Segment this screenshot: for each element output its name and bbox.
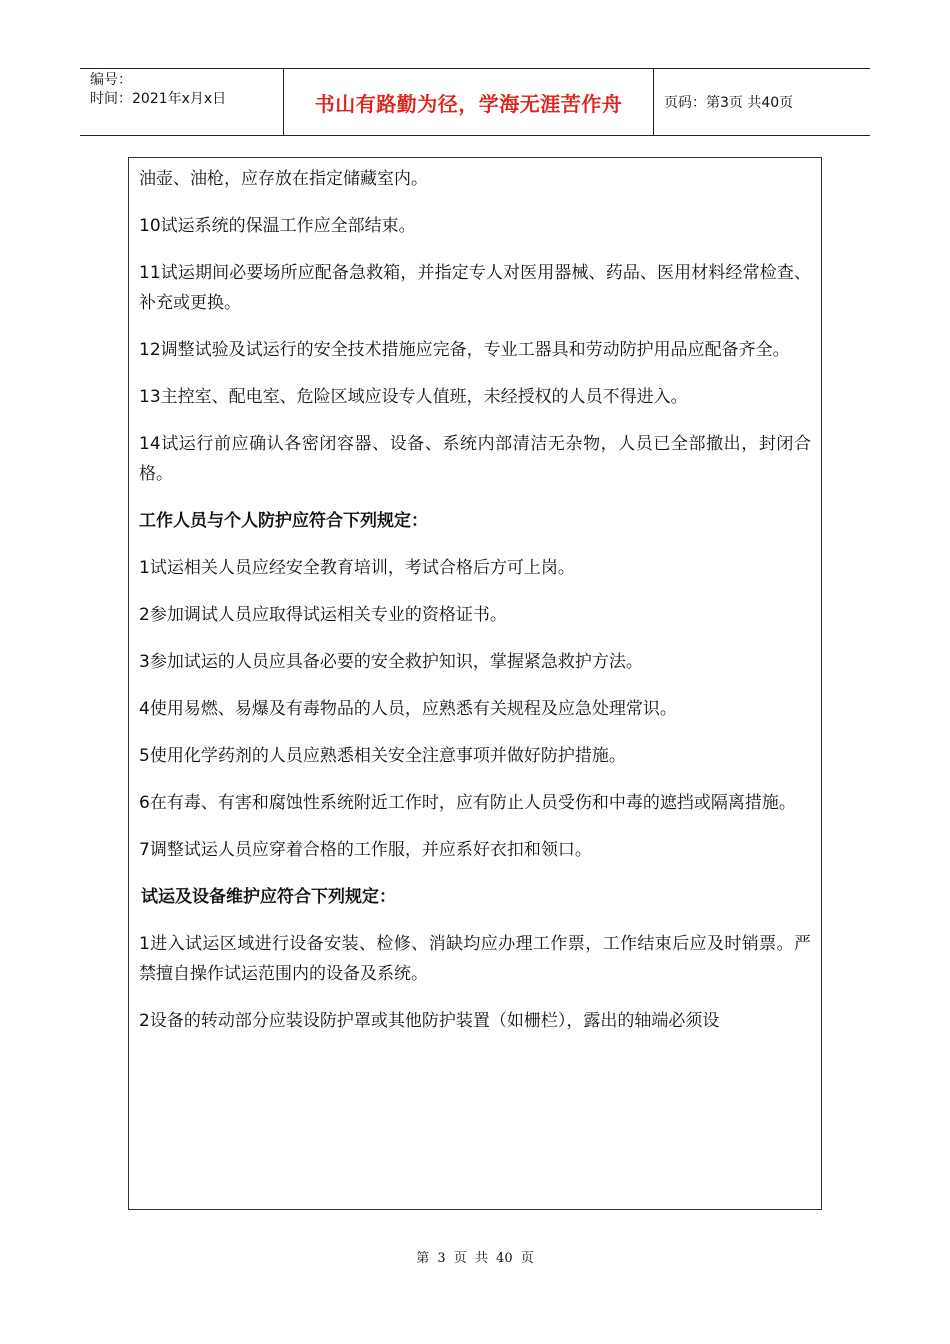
section-heading: 工作人员与个人防护应符合下列规定：	[139, 511, 428, 531]
section-heading: 试运及设备维护应符合下列规定：	[141, 887, 396, 907]
paragraph: 5使用化学药剂的人员应熟悉相关安全注意事项并做好防护措施。	[139, 746, 626, 766]
paragraph: 2设备的转动部分应装设防护罩或其他防护装置（如栅栏），露出的轴端必须设	[139, 1011, 720, 1031]
paragraph: 3参加试运的人员应具备必要的安全救护知识，掌握紧急救护方法。	[139, 652, 643, 672]
paragraph: 1试运相关人员应经安全教育培训，考试合格后方可上岗。	[139, 558, 575, 578]
header-meta-cell	[80, 69, 284, 135]
number-label: 编号：	[90, 72, 132, 88]
paragraph: 11试运期间必要场所应配备急救箱，并指定专人对医用器械、药品、医用材料经常检查、补充或更换。	[139, 263, 811, 313]
paragraph: 12调整试验及试运行的安全技术措施应完备，专业工器具和劳动防护用品应配备齐全。	[139, 340, 790, 360]
paragraph: 4使用易燃、易爆及有毒物品的人员，应熟悉有关规程及应急处理常识。	[139, 699, 677, 719]
page-label: 页码：第3页 共40页	[664, 95, 794, 111]
paragraph: 油壶、油枪，应存放在指定储藏室内。	[139, 169, 428, 189]
header-motto-cell	[284, 69, 654, 135]
paragraph: 7调整试运人员应穿着合格的工作服，并应系好衣扣和领口。	[139, 840, 592, 860]
content-box	[128, 157, 822, 1210]
motto-text: 书山有路勤为径，学海无涯苦作舟	[314, 91, 623, 116]
page-header	[80, 68, 870, 136]
page-footer	[0, 1247, 950, 1266]
paragraph: 13主控室、配电室、危险区域应设专人值班，未经授权的人员不得进入。	[139, 387, 688, 407]
paragraph: 6在有毒、有害和腐蚀性系统附近工作时，应有防止人员受伤和中毒的遮挡或隔离措施。	[139, 793, 796, 813]
paragraph: 14试运行前应确认各密闭容器、设备、系统内部清洁无杂物，人员已全部撤出，封闭合格。	[139, 434, 811, 484]
date-label: 时间：2021年x月x日	[90, 91, 227, 107]
paragraph: 10试运系统的保温工作应全部结束。	[139, 216, 416, 236]
paragraph: 2参加调试人员应取得试运相关专业的资格证书。	[139, 605, 507, 625]
paragraph: 1进入试运区域进行设备安装、检修、消缺均应办理工作票，工作结束后应及时销票。严禁擅自操作试运范围内的设备及系统。	[139, 934, 811, 984]
footer-page-number: 第 3 页 共 40 页	[416, 1251, 534, 1266]
header-page-cell	[654, 69, 870, 135]
